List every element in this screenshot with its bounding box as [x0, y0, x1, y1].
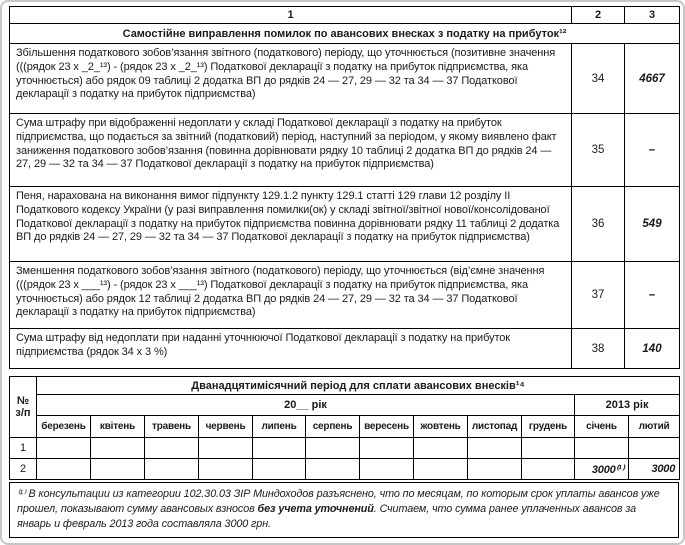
month-header: лютий	[629, 416, 680, 438]
row-value: –	[625, 262, 680, 329]
month-value	[522, 459, 575, 480]
year-header-row	[10, 395, 680, 416]
month-value: 3000⁽¹⁾	[575, 459, 629, 480]
row-description: Збільшення податкового зобов’язання звітного (податкового) періоду, що уточнюється (позитивне значення (((рядок 23 х _2_¹³) - (рядок 23 х _2_¹³) Податкової декларації з податку на прибуток підприємства, яка уточнюється) або рядок 09 таблиці 2 додатка ВП до рядків 24 — 27, 29 — 32 та 34 — 37 Податкової декларації з податку на прибуток підприємства)	[10, 44, 572, 114]
table-row	[10, 114, 680, 187]
month-header: грудень	[522, 416, 575, 438]
table-row	[10, 459, 680, 480]
month-value	[145, 459, 199, 480]
row-value: 549	[625, 187, 680, 262]
month-header: березень	[37, 416, 91, 438]
footnote-text-bold: без учета уточнений	[257, 503, 374, 515]
row-number-header	[10, 377, 37, 438]
month-value	[306, 459, 360, 480]
advance-payments-table	[9, 376, 680, 480]
row-description: Сума штрафу при відображенні недоплати у складі Податкової декларації з податку на прибуток підприємства, що подається за звітний (податковий) період, наступний за періодом, у якому виявлено факт заниження податкового зобов’язання (повинна дорівнювати рядку 10 таблиці 2 додатка ВП до рядків 24 — 27, 29 — 32 та 34 — 37 Податкової декларації з податку на прибуток підприємства)	[10, 114, 572, 187]
month-value	[360, 438, 414, 459]
month-value	[199, 438, 253, 459]
table-row	[10, 44, 680, 114]
row-code: 38	[572, 329, 625, 369]
month-header: жовтень	[414, 416, 468, 438]
row-code: 36	[572, 187, 625, 262]
month-value	[306, 438, 360, 459]
table-row	[10, 262, 680, 329]
month-value	[145, 438, 199, 459]
row-number-header-line2: з/п	[15, 407, 31, 419]
footnote	[9, 482, 679, 538]
row-description: Сума штрафу від недоплати при наданні уточнюючої Податкової декларації з податку на прибуток підприємства (рядок 34 х 3 %)	[10, 329, 572, 369]
footnote-text-post: . Считаем, что сумма ранее уплаченных авансов за январь и февраль 2013 года составляла 3000 грн.	[17, 503, 637, 530]
row-value: –	[625, 114, 680, 187]
month-header: травень	[145, 416, 199, 438]
section-title: Самостійне виправлення помилок по авансових внесках з податку на прибуток¹²	[10, 24, 680, 44]
table-row	[10, 187, 680, 262]
row-description: Пеня, нарахована на виконання вимог підпункту 129.1.2 пункту 129.1 статті 129 глави 12 розділу II Податкового кодексу України (у разі виправлення помилки(ок) у складі звітної/звітної нової/консолідованої Податкової декларації з податку на прибуток підприємства повинна дорівнювати рядку 11 таблиці 2 додатка ВП до рядків 24 — 27, 29 — 32 та 34 — 37 Податкової декларації з податку на прибуток підприємства)	[10, 187, 572, 262]
month-header: серпень	[306, 416, 360, 438]
period-header-row	[10, 377, 680, 395]
month-header: вересень	[360, 416, 414, 438]
section-title-row	[10, 24, 680, 44]
row-code: 37	[572, 262, 625, 329]
year-left-header: 20__ рік	[37, 395, 575, 416]
month-value	[37, 459, 91, 480]
month-value	[575, 438, 629, 459]
month-header: червень	[199, 416, 253, 438]
month-value	[414, 459, 468, 480]
row-code: 34	[572, 44, 625, 114]
month-value	[37, 438, 91, 459]
column-header-1: 1	[10, 7, 572, 24]
row-description: Зменшення податкового зобов’язання звітного (податкового) періоду, що уточнюється (від’ємне значення (((рядок 23 х ___¹³) - (рядок 23 х ___¹³) Податкової декларації з податку на прибуток підприємства, яка уточнюється) або рядок 12 таблиці 2 додатка ВП до рядків 24 — 27, 29 — 32 та 34 — 37 Податкової декларації з податку на прибуток підприємства)	[10, 262, 572, 329]
column-header-2: 2	[572, 7, 625, 24]
month-value	[360, 459, 414, 480]
row-number: 1	[10, 438, 37, 459]
month-value	[253, 459, 306, 480]
table-row	[10, 329, 680, 369]
row-value: 4667	[625, 44, 680, 114]
month-value	[468, 438, 522, 459]
row-value: 140	[625, 329, 680, 369]
month-header: липень	[253, 416, 306, 438]
month-value	[253, 438, 306, 459]
year-right-header: 2013 рік	[575, 395, 680, 416]
month-value	[91, 459, 145, 480]
period-title: Дванадцятимісячний період для сплати авансових внесків¹⁴	[37, 377, 680, 395]
row-number: 2	[10, 459, 37, 480]
row-number-header-line1: №	[16, 395, 30, 407]
column-header-row	[10, 7, 680, 24]
footnote-text-pre: ⁽¹⁾ В консультации из категории 102.30.03 ЗІР Миндоходов разъяснено, что по месяцам, по которым срок уплаты авансов уже прошел, показывают сумму авансовых взносов	[17, 488, 660, 515]
month-value	[629, 438, 680, 459]
month-value: 3000	[629, 459, 680, 480]
month-value	[414, 438, 468, 459]
table-row	[10, 438, 680, 459]
month-value	[91, 438, 145, 459]
month-value	[522, 438, 575, 459]
month-header-row	[10, 416, 680, 438]
column-header-3: 3	[625, 7, 680, 24]
month-value	[468, 459, 522, 480]
row-code: 35	[572, 114, 625, 187]
month-header: січень	[575, 416, 629, 438]
month-value	[199, 459, 253, 480]
month-header: листопад	[468, 416, 522, 438]
month-header: квітень	[91, 416, 145, 438]
tax-correction-table	[9, 6, 680, 369]
